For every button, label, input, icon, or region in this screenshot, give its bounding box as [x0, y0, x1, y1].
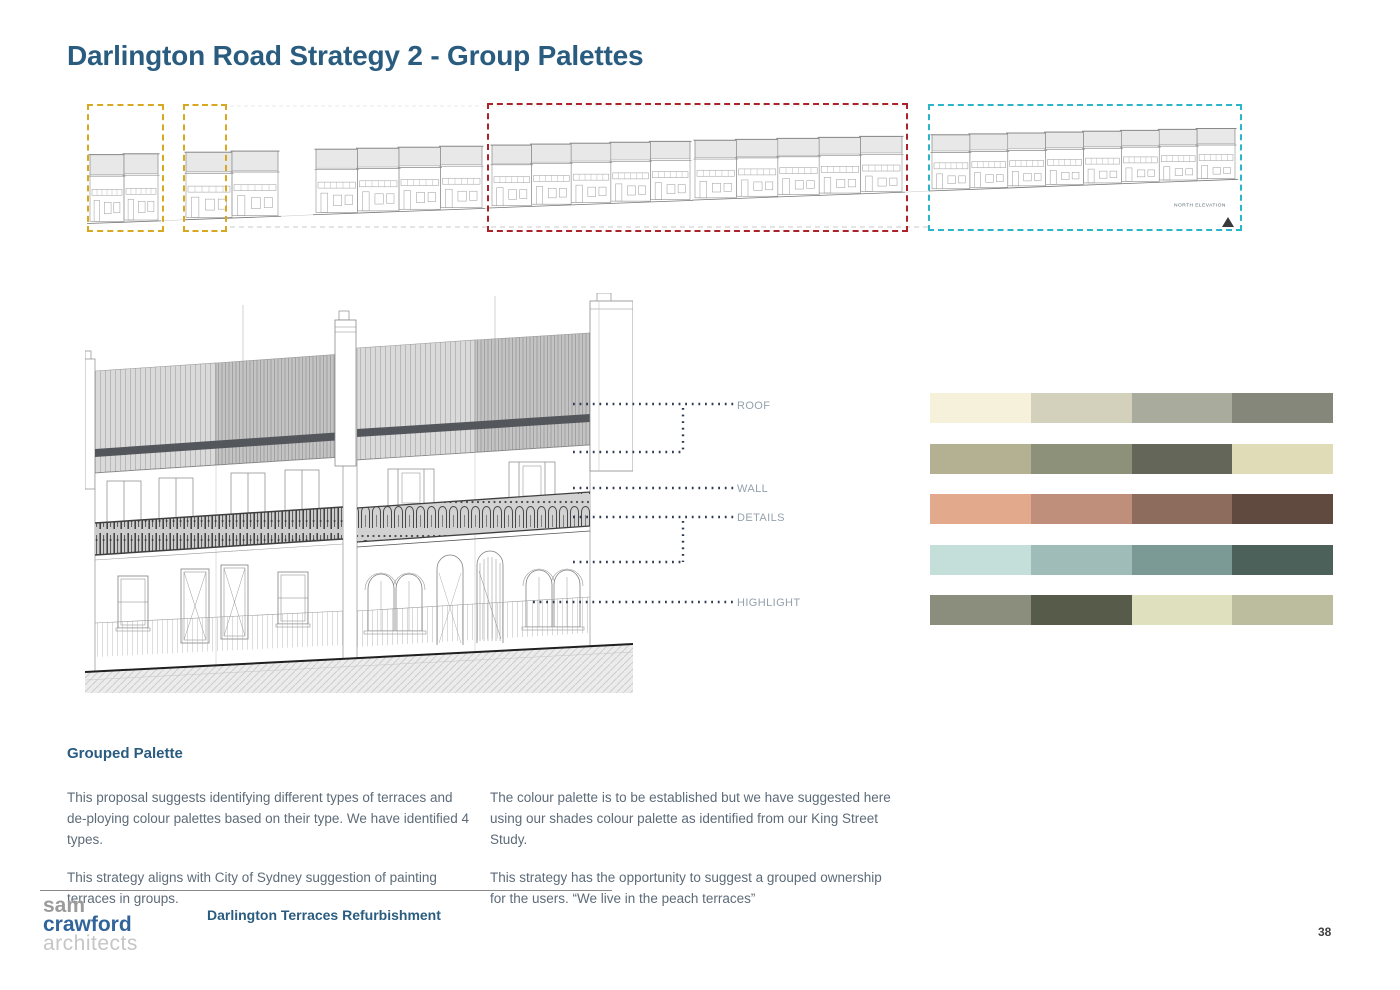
paragraph: The colour palette is to be established but we have suggested here using our shades colour palette as identified from our King Street Study. [490, 790, 891, 847]
page-number: 38 [1318, 925, 1332, 939]
colour-swatch [1031, 545, 1132, 575]
palette-row-4 [930, 545, 1333, 575]
colour-swatch [1232, 494, 1333, 524]
group-box-yellow-1 [87, 104, 164, 232]
colour-swatch [1232, 393, 1333, 423]
group-box-red [487, 103, 908, 232]
page-title: Darlington Road Strategy 2 - Group Palettes [67, 40, 644, 71]
project-title: Darlington Terraces Refurbishment [207, 907, 441, 923]
palette-row-5 [930, 595, 1333, 625]
text-column-right [490, 788, 895, 927]
roof-label: ROOF [737, 400, 771, 412]
section-heading: Grouped Palette [67, 745, 183, 762]
colour-swatch [1232, 444, 1333, 474]
colour-swatch [1031, 444, 1132, 474]
palette-row-3 [930, 494, 1333, 524]
sam-crawford-architects-logo [43, 896, 138, 953]
colour-swatch [1132, 393, 1233, 423]
paragraph: This proposal suggests identifying different types of terraces and de-ploying colour palettes based on their type. We have identified 4 types. [67, 790, 470, 847]
paragraph: This strategy aligns with City of Sydney suggestion of painting terraces in groups. [67, 869, 437, 906]
colour-swatch [1031, 494, 1132, 524]
colour-swatch [1031, 393, 1132, 423]
group-box-yellow-2 [183, 104, 227, 232]
logo-line-sam: sam [43, 894, 86, 917]
colour-swatch [1031, 595, 1132, 625]
paragraph: This strategy has the opportunity to suggest a grouped ownership for the users. “We live in the peach terraces” [490, 869, 882, 906]
palette-row-2 [930, 444, 1333, 474]
colour-swatch [1132, 494, 1233, 524]
colour-swatch [930, 444, 1031, 474]
terrace-pair-left [95, 354, 343, 681]
footer-divider [40, 890, 612, 891]
colour-swatch [930, 595, 1031, 625]
text-section [67, 745, 907, 927]
colour-swatch [1232, 595, 1333, 625]
colour-swatch [1132, 595, 1233, 625]
colour-swatch [930, 494, 1031, 524]
colour-swatch [930, 393, 1031, 423]
colour-swatch [930, 545, 1031, 575]
details-label: DETAILS [737, 512, 785, 524]
colour-swatch [1232, 545, 1333, 575]
colour-swatch [1132, 444, 1233, 474]
leader-lines [530, 390, 820, 620]
north-elevation-label: NORTH ELEVATION [1174, 203, 1226, 208]
logo-line-architects: architects [43, 932, 138, 955]
colour-swatch [1132, 545, 1233, 575]
palette-row-1 [930, 393, 1333, 423]
wall-label: WALL [737, 483, 769, 495]
highlight-label: HIGHLIGHT [737, 597, 801, 609]
colour-palette-panel [930, 393, 1333, 646]
logo-line-crawford: crawford [43, 913, 132, 936]
group-box-cyan [928, 104, 1242, 231]
